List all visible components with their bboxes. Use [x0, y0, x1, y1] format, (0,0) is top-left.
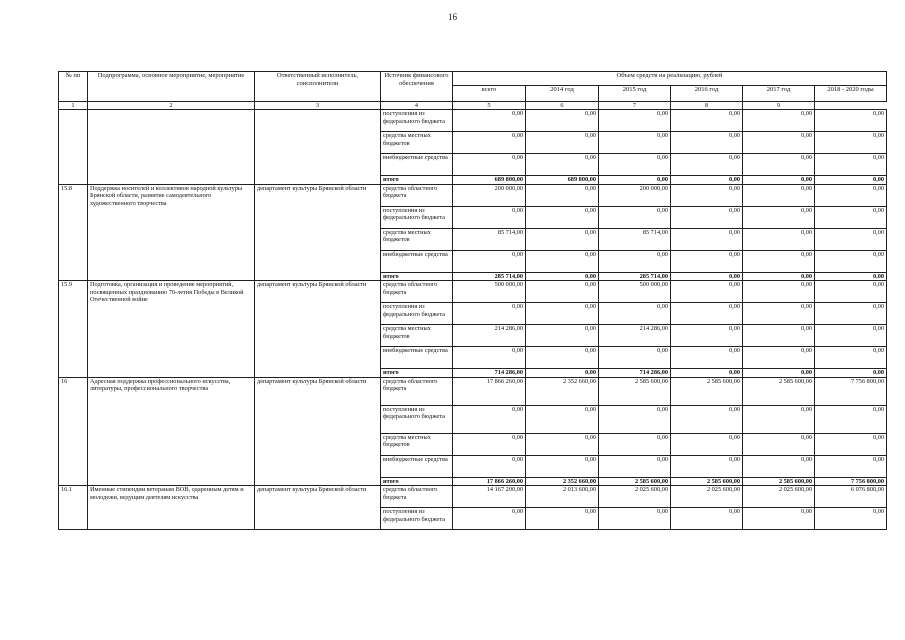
section-executor: департамент культуры Брянской области	[255, 486, 381, 530]
value-cell: 0,00	[453, 405, 526, 433]
value-cell: 2 585 600,00	[743, 477, 815, 486]
value-cell: 0,00	[815, 508, 887, 530]
value-cell: 0,00	[526, 281, 599, 303]
value-cell: 0,00	[671, 433, 743, 455]
value-cell: 689 800,00	[453, 176, 526, 185]
value-cell: 0,00	[743, 184, 815, 206]
value-cell: 0,00	[599, 405, 671, 433]
value-cell: 2 025 600,00	[671, 486, 743, 508]
value-cell: 0,00	[815, 325, 887, 347]
value-cell: 0,00	[743, 250, 815, 272]
column-number: 6	[526, 102, 599, 110]
value-cell: 2 025 600,00	[743, 486, 815, 508]
value-cell: 17 866 260,00	[453, 377, 526, 405]
value-cell: 0,00	[453, 154, 526, 176]
value-cell: 0,00	[453, 250, 526, 272]
source-cell: средства областного бюджета	[381, 184, 453, 206]
value-cell: 0,00	[815, 281, 887, 303]
section-no: 16	[59, 377, 88, 486]
source-cell: итого	[381, 176, 453, 185]
value-cell: 0,00	[815, 154, 887, 176]
section-name: Именные стипендии ветеранам ВОВ, одаренным детям и молодежи, ведущим деятелям искусства	[88, 486, 255, 530]
value-cell: 0,00	[599, 206, 671, 228]
section-executor: департамент культуры Брянской области	[255, 377, 381, 486]
value-cell: 0,00	[815, 228, 887, 250]
value-cell: 0,00	[743, 405, 815, 433]
value-cell: 0,00	[743, 176, 815, 185]
table-row	[59, 184, 887, 206]
header-volume: Объем средств на реализацию, рублей	[453, 72, 887, 86]
executor-cell	[255, 110, 381, 185]
value-cell: 2 352 660,00	[526, 477, 599, 486]
value-cell: 0,00	[599, 347, 671, 369]
value-cell: 0,00	[671, 347, 743, 369]
value-cell: 0,00	[671, 272, 743, 281]
source-cell: средства областного бюджета	[381, 486, 453, 508]
value-cell: 0,00	[526, 206, 599, 228]
section-executor: департамент культуры Брянской области	[255, 281, 381, 378]
value-cell: 6 076 800,00	[815, 486, 887, 508]
value-cell: 0,00	[599, 110, 671, 132]
source-cell: внебюджетные средства	[381, 250, 453, 272]
value-cell: 0,00	[815, 303, 887, 325]
value-cell: 0,00	[815, 132, 887, 154]
value-cell: 0,00	[526, 347, 599, 369]
source-cell: средства местных бюджетов	[381, 433, 453, 455]
value-cell: 200 000,00	[599, 184, 671, 206]
value-cell: 0,00	[743, 272, 815, 281]
section-no: 16.1	[59, 486, 88, 530]
value-cell: 0,00	[815, 250, 887, 272]
value-cell: 0,00	[815, 206, 887, 228]
value-cell: 214 286,00	[599, 325, 671, 347]
value-cell: 0,00	[743, 303, 815, 325]
value-cell: 0,00	[815, 455, 887, 477]
table-row	[59, 377, 887, 405]
value-cell: 0,00	[526, 433, 599, 455]
value-cell: 0,00	[815, 110, 887, 132]
source-cell: поступления из федерального бюджета	[381, 405, 453, 433]
section-executor: департамент культуры Брянской области	[255, 184, 381, 281]
value-cell: 17 866 260,00	[453, 477, 526, 486]
value-cell: 0,00	[526, 303, 599, 325]
value-cell: 0,00	[453, 433, 526, 455]
value-cell: 0,00	[526, 369, 599, 378]
value-cell: 2 585 600,00	[599, 477, 671, 486]
value-cell: 0,00	[599, 132, 671, 154]
column-number: 4	[381, 102, 453, 110]
column-number: 7	[599, 102, 671, 110]
value-cell: 2 585 600,00	[671, 477, 743, 486]
value-cell: 500 000,00	[453, 281, 526, 303]
header-year: всего	[453, 86, 526, 102]
value-cell: 7 756 800,00	[815, 377, 887, 405]
value-cell: 0,00	[453, 347, 526, 369]
value-cell: 0,00	[743, 455, 815, 477]
header-subprogram: Подпрограмма, основное мероприятие, мероприятие	[88, 72, 255, 102]
value-cell: 0,00	[743, 433, 815, 455]
column-number: 1	[59, 102, 88, 110]
header-executor: Ответственный исполнитель, соисполнители	[255, 72, 381, 102]
value-cell: 285 714,00	[453, 272, 526, 281]
value-cell: 0,00	[815, 176, 887, 185]
value-cell: 0,00	[599, 433, 671, 455]
value-cell: 0,00	[671, 250, 743, 272]
source-cell: внебюджетные средства	[381, 455, 453, 477]
value-cell: 0,00	[743, 369, 815, 378]
header-year: 2014 год	[526, 86, 599, 102]
value-cell: 2 585 600,00	[743, 377, 815, 405]
value-cell: 7 756 800,00	[815, 477, 887, 486]
value-cell: 2 585 600,00	[671, 377, 743, 405]
value-cell: 0,00	[671, 303, 743, 325]
value-cell: 214 286,00	[453, 325, 526, 347]
table-row	[59, 486, 887, 508]
value-cell: 0,00	[743, 110, 815, 132]
value-cell: 0,00	[526, 508, 599, 530]
budget-table	[58, 71, 887, 530]
value-cell: 0,00	[526, 154, 599, 176]
page-number: 16	[448, 12, 457, 22]
value-cell: 0,00	[815, 272, 887, 281]
column-number: 8	[671, 102, 743, 110]
value-cell: 689 800,00	[526, 176, 599, 185]
value-cell: 714 286,00	[599, 369, 671, 378]
value-cell: 0,00	[815, 405, 887, 433]
value-cell: 2 352 660,00	[526, 377, 599, 405]
value-cell: 85 714,00	[453, 228, 526, 250]
section-name: Адресная поддержка профессионального искусства, литературы, профессионального творчества	[88, 377, 255, 486]
value-cell: 85 714,00	[599, 228, 671, 250]
no-cell	[59, 110, 88, 185]
value-cell: 0,00	[743, 154, 815, 176]
value-cell: 0,00	[526, 325, 599, 347]
value-cell: 0,00	[743, 281, 815, 303]
source-cell: средства местных бюджетов	[381, 325, 453, 347]
value-cell: 0,00	[526, 110, 599, 132]
source-cell: поступления из федерального бюджета	[381, 206, 453, 228]
value-cell: 0,00	[671, 132, 743, 154]
header-source: Источник финансового обеспечения	[381, 72, 453, 102]
value-cell: 0,00	[671, 455, 743, 477]
header-year: 2016 год	[671, 86, 743, 102]
value-cell: 0,00	[526, 405, 599, 433]
value-cell: 0,00	[526, 250, 599, 272]
value-cell: 0,00	[815, 369, 887, 378]
header-no: № пп	[59, 72, 88, 102]
value-cell: 0,00	[671, 369, 743, 378]
value-cell: 200 000,00	[453, 184, 526, 206]
value-cell: 0,00	[599, 154, 671, 176]
column-number: 2	[88, 102, 255, 110]
column-number: 3	[255, 102, 381, 110]
header-year: 2017 год	[743, 86, 815, 102]
source-cell: итого	[381, 369, 453, 378]
value-cell: 2 585 600,00	[599, 377, 671, 405]
header-year: 2018 - 2020 годы	[815, 86, 887, 102]
value-cell: 0,00	[671, 508, 743, 530]
value-cell: 0,00	[671, 110, 743, 132]
value-cell: 0,00	[599, 455, 671, 477]
table-row	[59, 110, 887, 132]
value-cell: 0,00	[453, 206, 526, 228]
value-cell: 0,00	[599, 176, 671, 185]
source-cell: внебюджетные средства	[381, 154, 453, 176]
section-no: 15.8	[59, 184, 88, 281]
name-cell	[88, 110, 255, 185]
value-cell: 0,00	[671, 281, 743, 303]
source-cell: средства местных бюджетов	[381, 228, 453, 250]
value-cell: 0,00	[526, 272, 599, 281]
value-cell: 2 013 600,00	[526, 486, 599, 508]
source-cell: средства местных бюджетов	[381, 132, 453, 154]
value-cell: 0,00	[671, 228, 743, 250]
section-name: Поддержка носителей и коллективов народной культуры Брянской области, развитие самодеятельного художественного творчества	[88, 184, 255, 281]
value-cell: 0,00	[671, 184, 743, 206]
value-cell: 0,00	[526, 455, 599, 477]
value-cell: 0,00	[743, 228, 815, 250]
value-cell: 0,00	[599, 250, 671, 272]
value-cell: 2 025 600,00	[599, 486, 671, 508]
value-cell: 0,00	[671, 405, 743, 433]
value-cell: 0,00	[453, 132, 526, 154]
value-cell: 14 167 200,00	[453, 486, 526, 508]
value-cell: 0,00	[815, 433, 887, 455]
value-cell: 714 286,00	[453, 369, 526, 378]
source-cell: средства областного бюджета	[381, 281, 453, 303]
value-cell: 500 000,00	[599, 281, 671, 303]
value-cell: 0,00	[526, 184, 599, 206]
value-cell: 0,00	[815, 347, 887, 369]
value-cell: 0,00	[671, 154, 743, 176]
value-cell: 0,00	[743, 132, 815, 154]
header-year: 2015 год	[599, 86, 671, 102]
column-number: 5	[453, 102, 526, 110]
column-number: 9	[743, 102, 815, 110]
value-cell: 0,00	[599, 303, 671, 325]
value-cell: 0,00	[671, 206, 743, 228]
source-cell: средства областного бюджета	[381, 377, 453, 405]
value-cell: 0,00	[743, 508, 815, 530]
source-cell: поступления из федерального бюджета	[381, 110, 453, 132]
value-cell: 0,00	[743, 325, 815, 347]
source-cell: внебюджетные средства	[381, 347, 453, 369]
value-cell: 0,00	[743, 206, 815, 228]
source-cell: поступления из федерального бюджета	[381, 508, 453, 530]
source-cell: итого	[381, 477, 453, 486]
value-cell: 0,00	[599, 508, 671, 530]
source-cell: итого	[381, 272, 453, 281]
table-row	[59, 281, 887, 303]
value-cell: 0,00	[526, 228, 599, 250]
value-cell: 0,00	[453, 303, 526, 325]
value-cell: 0,00	[453, 110, 526, 132]
value-cell: 0,00	[671, 325, 743, 347]
value-cell: 0,00	[526, 132, 599, 154]
value-cell: 0,00	[671, 176, 743, 185]
section-no: 15.9	[59, 281, 88, 378]
value-cell: 0,00	[453, 508, 526, 530]
section-name: Подготовка, организация и проведение мероприятий, посвященных празднованию 70-летия Победы в Великой Отечественной войне	[88, 281, 255, 378]
value-cell: 0,00	[743, 347, 815, 369]
value-cell: 285 714,00	[599, 272, 671, 281]
source-cell: поступления из федерального бюджета	[381, 303, 453, 325]
value-cell: 0,00	[815, 184, 887, 206]
value-cell: 0,00	[453, 455, 526, 477]
